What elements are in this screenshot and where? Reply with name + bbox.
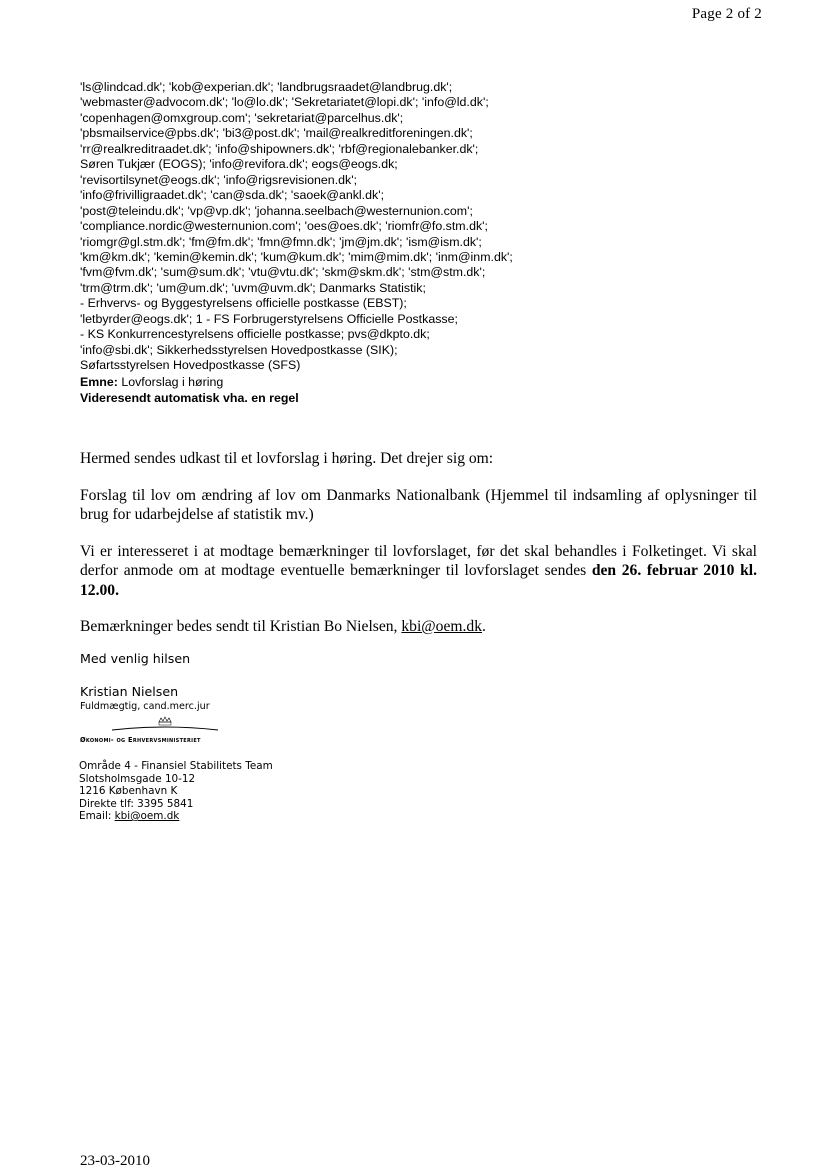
address-block — [79, 760, 273, 823]
email-header — [80, 80, 780, 406]
recipient-line: 'info@frivilligraadet.dk'; 'can@sda.dk'; 'saoek@ankl.dk'; — [80, 188, 385, 203]
recipient-line: 'post@teleindu.dk'; 'vp@vp.dk'; 'johanna.seelbach@westernunion.com'; — [80, 203, 473, 218]
ministry-name: Økonomi- og Erhvervsministeriet — [80, 736, 201, 744]
recipient-line: 'ls@lindcad.dk'; 'kob@experian.dk'; 'landbrugsraadet@landbrug.dk'; — [80, 80, 453, 94]
recipient-line: 'riomgr@gl.stm.dk'; 'fm@fm.dk'; 'fmn@fmn.dk'; 'jm@jm.dk'; 'ism@ism.dk'; — [80, 234, 482, 249]
recipient-line: 'revisortilsynet@eogs.dk'; 'info@rigsrevisionen.dk'; — [80, 172, 358, 187]
recipient-line: 'webmaster@advocom.dk'; 'lo@lo.dk'; 'Sekretariatet@lopi.dk'; 'info@ld.dk'; — [80, 95, 489, 110]
contact-end: . — [482, 618, 486, 635]
recipient-line: Søfartsstyrelsen Hovedpostkasse (SFS) — [80, 358, 301, 373]
signature-name: Kristian Nielsen — [80, 684, 179, 699]
deadline-text: Vi er interesseret i at modtage bemærkninger til lovforslaget, før det skal behandles i Folketinget. Vi skal derfor anmode om at modtage eventuelle bemærkninger til lovforslaget sendes — [80, 542, 757, 579]
recipient-line: - KS Konkurrencestyrelsens officielle postkasse; pvs@dkpto.dk; — [80, 327, 430, 342]
recipient-line: 'trm@trm.dk'; 'um@um.dk'; 'uvm@uvm.dk'; Danmarks Statistik; — [80, 280, 426, 295]
proposal-paragraph: Forslag til lov om ændring af lov om Danmarks Nationalbank (Hjemmel til indsamling af oplysninger til brug for udarbejdelse af statistik mv.) — [80, 486, 757, 523]
email-label: Email: — [79, 810, 115, 822]
recipient-line: 'km@km.dk'; 'kemin@kemin.dk'; 'kum@kum.dk'; 'mim@mim.dk'; 'inm@inm.dk'; — [80, 249, 513, 264]
deadline-paragraph — [80, 542, 757, 601]
recipient-line: 'copenhagen@omxgroup.com'; 'sekretariat@parcelhus.dk'; — [80, 110, 404, 125]
signature-email-link[interactable]: kbi@oem.dk — [114, 810, 180, 822]
deadline-date: den 26. februar 2010 kl. 12.00. — [80, 562, 758, 599]
forward-note: Videresendt automatisk vha. en regel — [80, 390, 299, 405]
recipient-line: 'fvm@fvm.dk'; 'sum@sum.dk'; 'vtu@vtu.dk'; 'skm@skm.dk'; 'stm@stm.dk'; — [80, 265, 486, 280]
recipient-line: 'rr@realkreditraadet.dk'; 'info@shipowners.dk'; 'rbf@regionalebanker.dk'; — [80, 141, 479, 156]
contact-paragraph — [80, 617, 757, 637]
recipient-line: 'compliance.nordic@westernunion.com'; 'oes@oes.dk'; 'riomfr@fo.stm.dk'; — [80, 219, 488, 234]
recipient-line: 'info@sbi.dk'; Sikkerhedsstyrelsen Hovedpostkasse (SIK); — [80, 342, 398, 357]
email-body — [80, 449, 757, 654]
recipient-line: Søren Tukjær (EOGS); 'info@revifora.dk'; eogs@eogs.dk; — [80, 157, 398, 172]
subject-value: Lovforslag i høring — [121, 374, 224, 389]
recipient-line: - Erhvervs- og Byggestyrelsens officielle postkasse (EBST); — [80, 296, 407, 311]
address-line: Område 4 - Finansiel Stabilitets Team — [79, 760, 273, 772]
footer-date: 23-03-2010 — [80, 1153, 150, 1169]
contact-text: Bemærkninger bedes sendt til Kristian Bo Nielsen, — [80, 618, 402, 635]
email-line — [79, 810, 273, 823]
address-line: 1216 København K — [79, 785, 178, 797]
intro-paragraph: Hermed sendes udkast til et lovforslag i høring. Det drejer sig om: — [80, 450, 494, 467]
crown-icon — [110, 714, 220, 734]
ministry-logo — [80, 714, 250, 746]
recipient-line: 'pbsmailservice@pbs.dk'; 'bi3@post.dk'; 'mail@realkreditforeningen.dk'; — [80, 126, 473, 141]
page-number: Page 2 of 2 — [691, 6, 762, 22]
subject-line — [80, 374, 780, 390]
recipient-line: 'letbyrder@eogs.dk'; 1 - FS Forbrugerstyrelsens Officielle Postkasse; — [80, 311, 458, 326]
greeting: Med venlig hilsen — [80, 651, 191, 666]
address-line: Slotsholmsgade 10-12 — [79, 772, 196, 785]
signature-title: Fuldmægtig, cand.merc.jur — [80, 701, 210, 712]
contact-email-link[interactable]: kbi@oem.dk — [401, 618, 482, 635]
subject-label: Emne: — [80, 374, 118, 389]
phone-line: Direkte tlf: 3395 5841 — [79, 797, 194, 810]
